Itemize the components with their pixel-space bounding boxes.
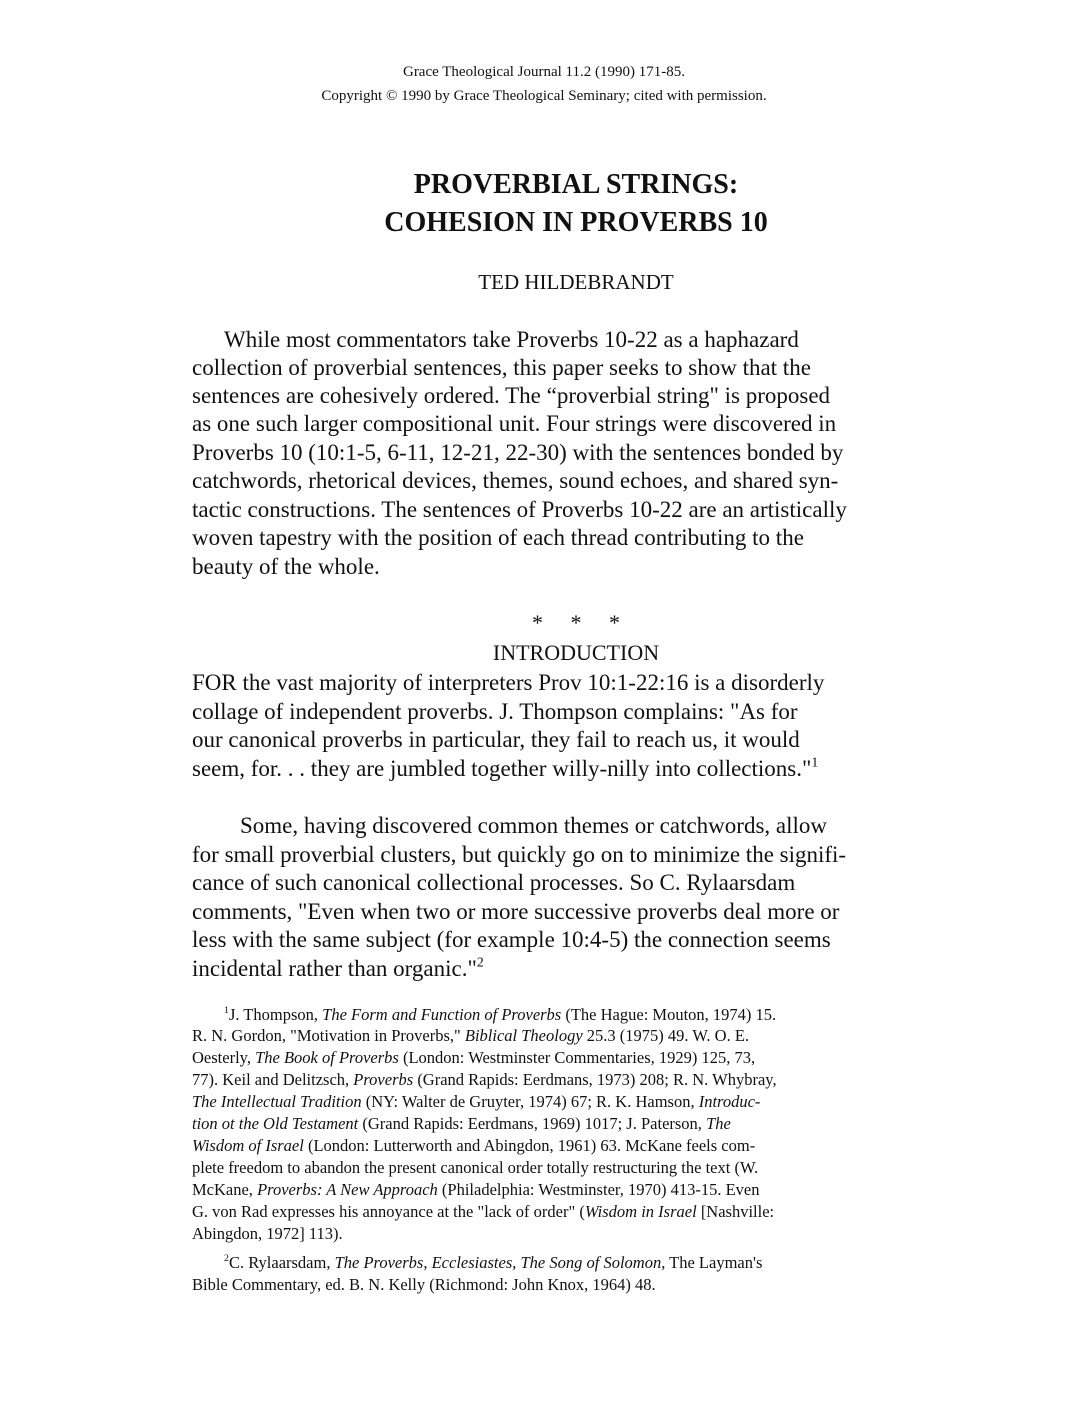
footnote-title: Biblical Theology: [464, 1026, 583, 1045]
paragraph-line: for small proverbial clusters, but quickly go on to minimize the signifi-: [192, 842, 847, 867]
abstract-line: Proverbs 10 (10:1-5, 6-11, 12-21, 22-30) with the sentences bonded by: [192, 440, 844, 465]
paragraph-line: collage of independent proverbs. J. Thompson complains: "As for: [192, 699, 798, 724]
footnote-text: (Philadelphia: Westminster, 1970) 413-15. Even: [437, 1180, 760, 1199]
abstract-line: catchwords, rhetorical devices, themes, sound echoes, and shared syn-: [192, 468, 839, 493]
footnote-marker: 1: [224, 1005, 229, 1017]
footnote-title: tion ot the Old Testament: [192, 1114, 359, 1133]
footnote-title: Proverbs: [353, 1070, 414, 1089]
abstract-line: beauty of the whole.: [192, 554, 380, 579]
footnote-title: The: [706, 1114, 731, 1133]
footnote-text: C. Rylaarsdam,: [228, 1253, 335, 1272]
footnote-title: Proverbs: A New Approach: [257, 1180, 438, 1199]
abstract-line: collection of proverbial sentences, this paper seeks to show that the: [192, 355, 811, 380]
footnote-text: (Grand Rapids: Eerdmans, 1973) 208; R. N. Whybray,: [413, 1070, 777, 1089]
footnote-text: (London: Westminster Commentaries, 1929) 125, 73,: [398, 1048, 756, 1067]
paragraph-line: [192, 755, 818, 783]
paragraph-line: [192, 955, 484, 983]
footnote-ref-2: 2: [476, 954, 484, 970]
paragraph-line: our canonical proverbs in particular, they fail to reach us, it would: [192, 727, 800, 752]
footnote-title: The Intellectual Tradition: [192, 1092, 362, 1111]
footnote-text: G. von Rad expresses his annoyance at the "lack of order" (: [192, 1202, 585, 1221]
abstract-line: sentences are cohesively ordered. The “proverbial string" is proposed: [192, 383, 831, 408]
footnote-line: [192, 1179, 760, 1200]
paragraph-line: FOR the vast majority of interpreters Prov 10:1-22:16 is a disorderly: [192, 670, 825, 695]
footnote-text: Oesterly,: [192, 1048, 256, 1067]
footnote-text: J. Thompson,: [228, 1005, 323, 1024]
footnote-title: Wisdom in Israel: [584, 1202, 697, 1221]
journal-citation: Grace Theological Journal 11.2 (1990) 171-85.: [402, 64, 685, 80]
footnote-text: [Nashville:: [696, 1202, 775, 1221]
footnote-title: The Proverbs, Ecclesiastes, The Song of Solomon: [334, 1253, 662, 1272]
footnote-ref-1: 1: [811, 754, 819, 770]
footnote-text: (London: Lutterworth and Abingdon, 1961) 63. McKane feels com-: [303, 1136, 756, 1155]
paragraph-line: less with the same subject (for example 10:4-5) the connection seems: [192, 927, 831, 952]
footnote-title: The Book of Proverbs: [255, 1048, 399, 1067]
footnote-line: [224, 1004, 776, 1025]
paragraph-line: comments, "Even when two or more successive proverbs deal more or: [192, 899, 840, 924]
footnote-text: R. N. Gordon, "Motivation in Proverbs,": [192, 1026, 465, 1045]
section-separator: * * *: [532, 610, 620, 635]
paragraph-line-text: incidental rather than organic.": [192, 956, 477, 981]
footnote-line: [192, 1135, 755, 1156]
copyright-notice: Copyright © 1990 by Grace Theological Seminary; cited with permission.: [321, 88, 767, 104]
footnote-line: [192, 1201, 774, 1222]
footnote-text: 77). Keil and Delitzsch,: [192, 1070, 354, 1089]
footnote-line: [192, 1091, 760, 1112]
paragraph-line: Some, having discovered common themes or catchwords, allow: [240, 813, 827, 838]
abstract-line: While most commentators take Proverbs 10-22 as a haphazard: [224, 327, 799, 352]
footnote-title: Wisdom of Israel: [192, 1136, 304, 1155]
footnote-line: plete freedom to abandon the present canonical order totally restructuring the text (W.: [192, 1158, 759, 1177]
footnote-text: McKane,: [192, 1180, 258, 1199]
title-line-1: PROVERBIAL STRINGS:: [413, 169, 739, 200]
footnote-line: [192, 1113, 731, 1134]
paragraph-line-text: seem, for. . . they are jumbled together willy-nilly into collections.": [192, 756, 812, 781]
footnote-line: [192, 1025, 749, 1046]
footnote-text: (NY: Walter de Gruyter, 1974) 67; R. K. Hamson,: [361, 1092, 699, 1111]
paragraph-line: cance of such canonical collectional processes. So C. Rylaarsdam: [192, 870, 796, 895]
abstract-line: tactic constructions. The sentences of Proverbs 10-22 are an artistically: [192, 497, 847, 522]
footnote-line: Bible Commentary, ed. B. N. Kelly (Richmond: John Knox, 1964) 48.: [192, 1275, 656, 1294]
footnote-marker: 2: [224, 1253, 229, 1265]
title-line-2: COHESION IN PROVERBS 10: [384, 207, 768, 238]
footnote-text: (Grand Rapids: Eerdmans, 1969) 1017; J. Paterson,: [358, 1114, 707, 1133]
footnote-text: , The Layman's: [661, 1253, 763, 1272]
footnote-line: [192, 1069, 777, 1090]
footnote-title: The Form and Function of Proverbs: [322, 1005, 562, 1024]
author-name: TED HILDEBRANDT: [478, 270, 674, 294]
section-heading: INTRODUCTION: [492, 640, 660, 665]
footnote-line: Abingdon, 1972] 113).: [192, 1224, 343, 1243]
footnote-line: [224, 1252, 762, 1273]
abstract-line: as one such larger compositional unit. Four strings were discovered in: [192, 411, 837, 436]
abstract-line: woven tapestry with the position of each thread contributing to the: [192, 525, 804, 550]
footnote-text: 25.3 (1975) 49. W. O. E.: [582, 1026, 750, 1045]
footnote-line: [192, 1047, 755, 1068]
footnote-title: Introduc-: [698, 1092, 761, 1111]
footnote-text: (The Hague: Mouton, 1974) 15.: [561, 1005, 777, 1024]
